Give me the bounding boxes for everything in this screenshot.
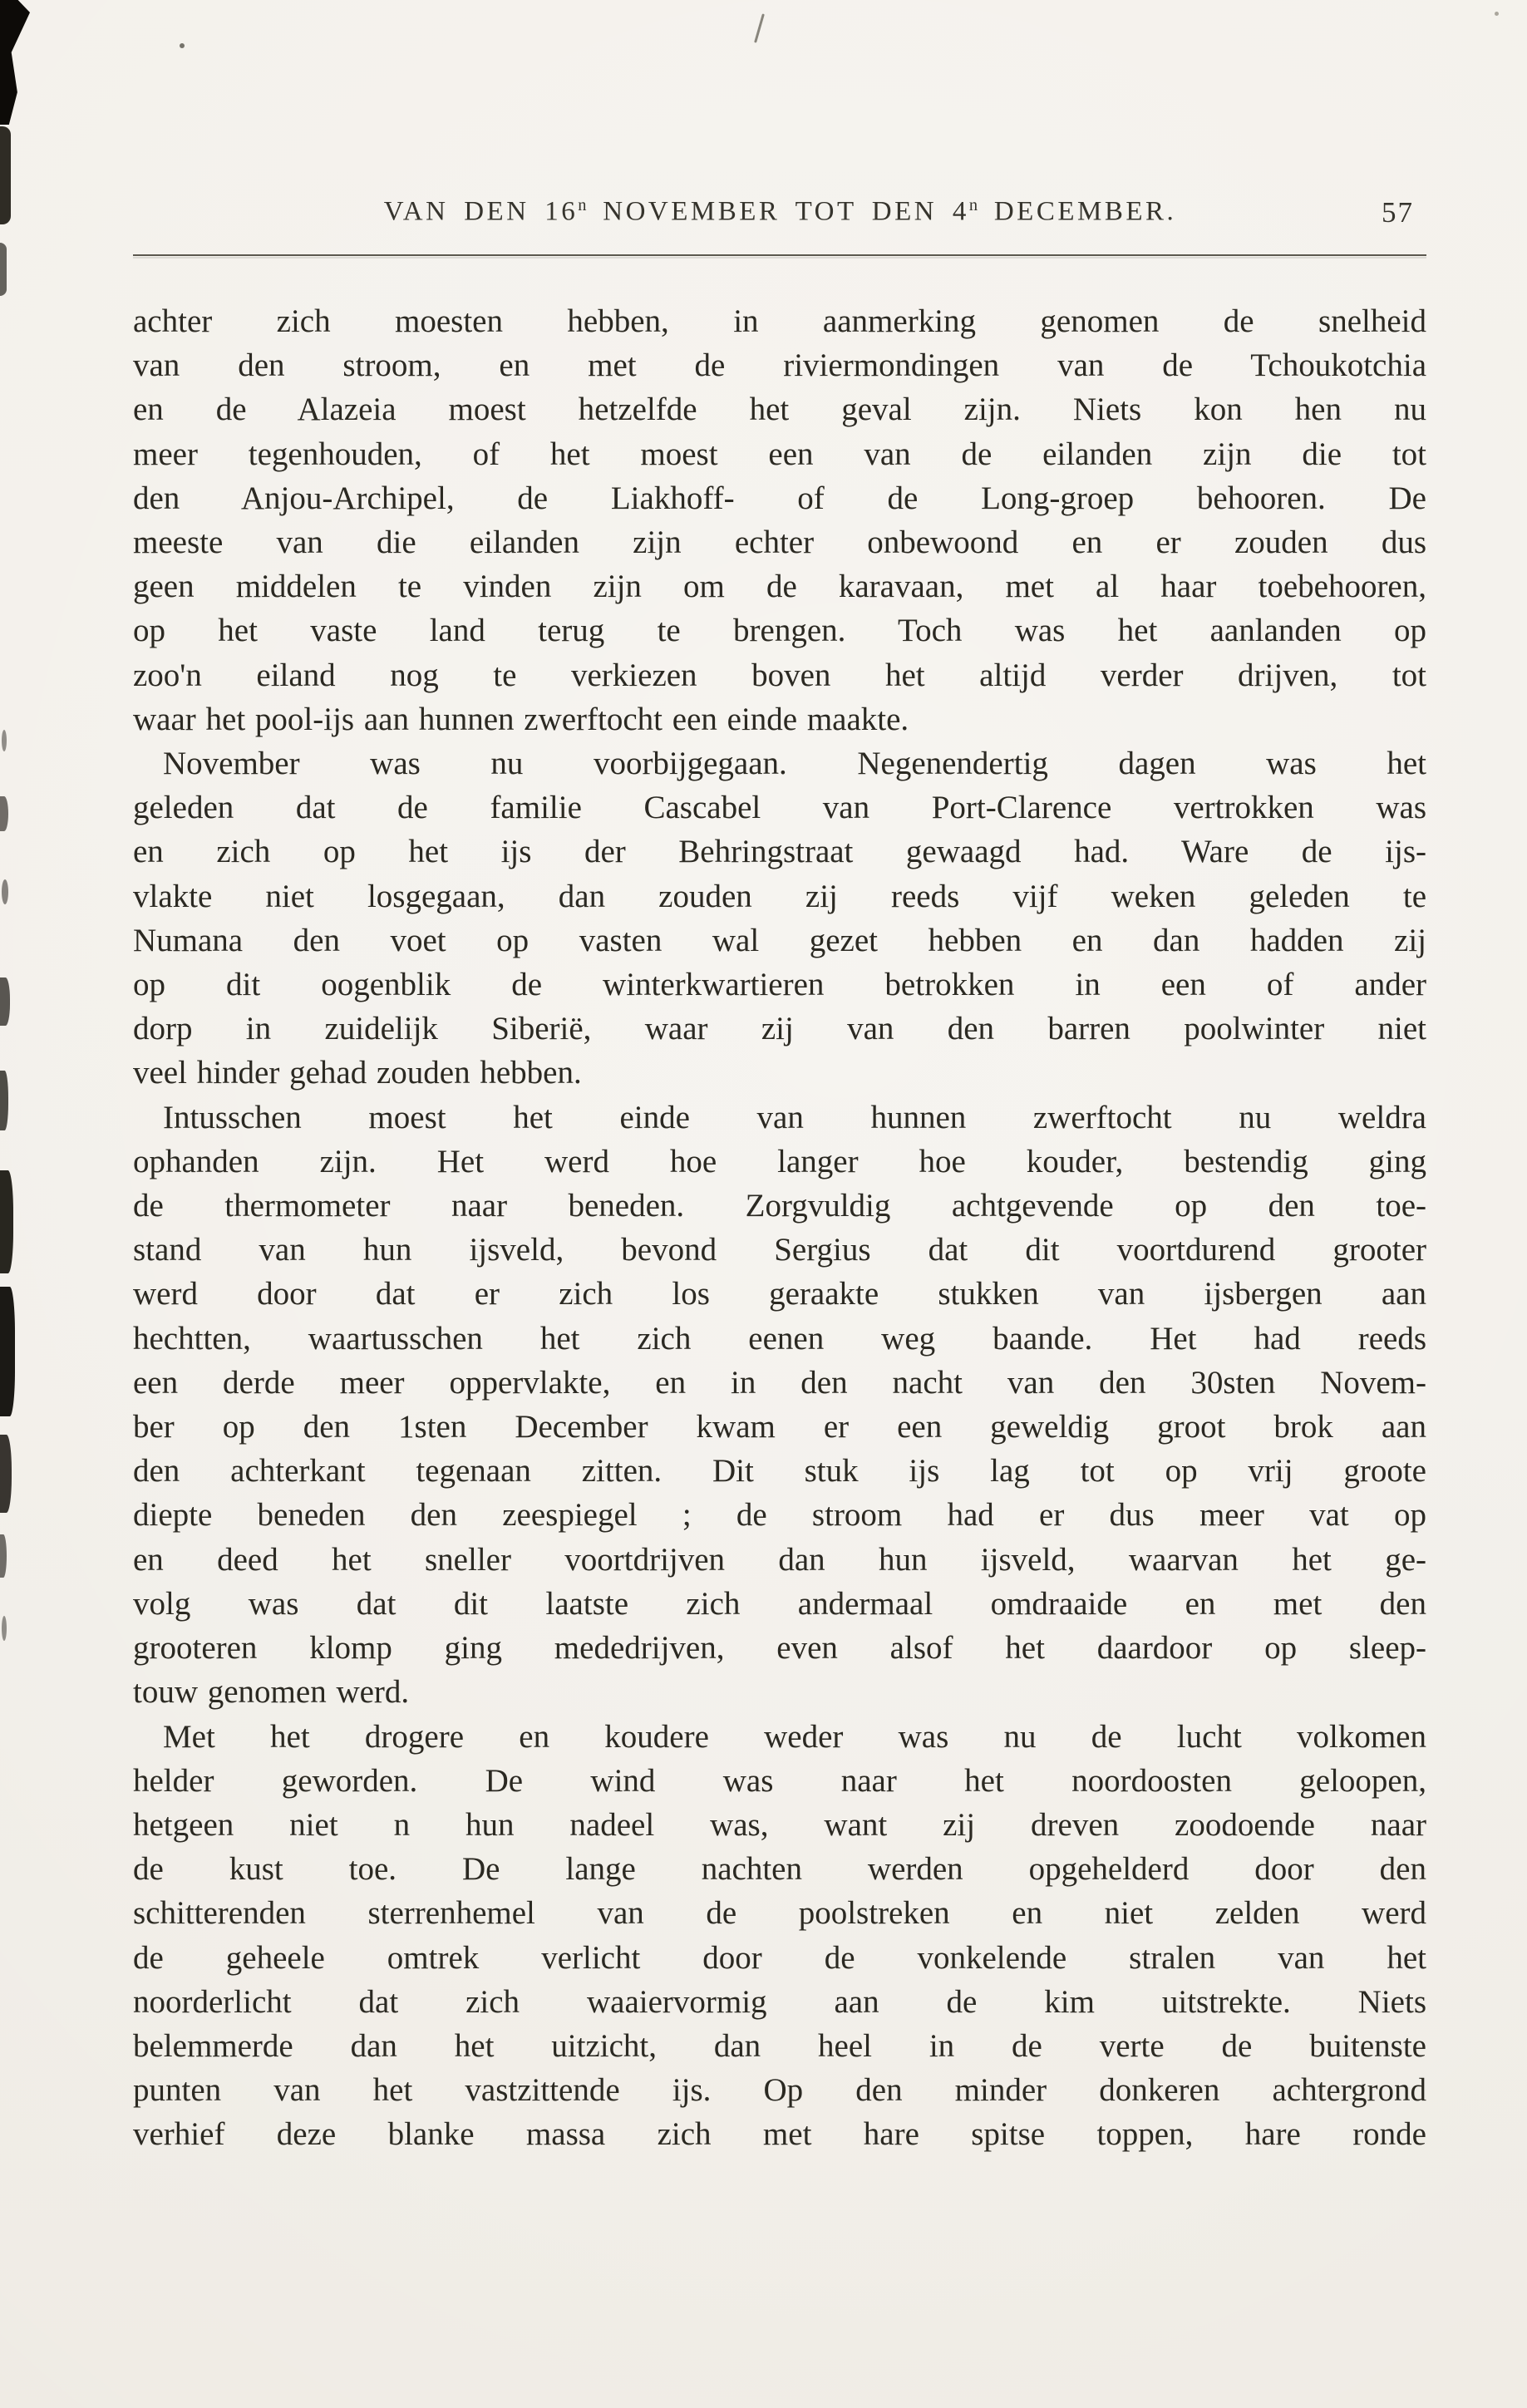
text-line: meeste van die eilanden zijn echter onbewoond en er zouden dus	[133, 524, 1426, 561]
text-line: geen middelen te vinden zijn om de karavaan, met al haar toebehooren,	[133, 569, 1426, 605]
edge-speckle-artifact	[0, 1435, 12, 1513]
text-line: Intusschen moest het einde van hunnen zwerftocht nu weldra	[163, 1099, 1426, 1135]
text-line: ber op den 1sten December kwam er een geweldig groot brok aan	[133, 1409, 1426, 1445]
header-title-text: VAN DEN 16	[383, 196, 579, 227]
text-line: vlakte niet losgegaan, dan zouden zij reeds vijf weken geleden te	[133, 878, 1426, 914]
page-header	[135, 196, 1426, 236]
edge-speckle-artifact	[0, 977, 10, 1026]
text-line: touw genomen werd.	[133, 1674, 410, 1711]
header-rule	[133, 254, 1426, 256]
text-line: verhief deze blanke massa zich met hare spitse toppen, hare ronde	[133, 2116, 1426, 2153]
edge-speckle-artifact	[2, 730, 7, 751]
text-line: de geheele omtrek verlicht door de vonkelende stralen van het	[133, 1939, 1426, 1976]
edge-speckle-artifact	[0, 796, 8, 831]
text-line: van den stroom, en met de riviermondingen van de Tchoukotchia	[133, 347, 1426, 384]
paragraph	[133, 1715, 1426, 2157]
text-line: Numana den voet op vasten wal gezet hebben en dan hadden zij	[133, 922, 1426, 958]
text-line: op het vaste land terug te brengen. Toch was het aanlanden op	[133, 613, 1426, 649]
page-body-text	[133, 299, 1426, 2157]
header-title-superscript: n	[578, 196, 588, 214]
text-line: achter zich moesten hebben, in aanmerking genomen de snelheid	[133, 303, 1426, 339]
paragraph	[133, 1096, 1426, 1715]
text-line: en de Alazeia moest hetzelfde het geval zijn. Niets kon hen nu	[133, 391, 1426, 428]
stray-mark-artifact	[1495, 12, 1499, 16]
binding-ink-artifact	[0, 126, 11, 224]
header-title-text: DECEMBER.	[978, 196, 1177, 227]
text-line: op dit oogenblik de winterkwartieren betrokken in een of ander	[133, 967, 1426, 1003]
edge-speckle-artifact	[0, 1170, 13, 1273]
stray-mark-artifact	[180, 43, 185, 48]
text-line: schitterenden sterrenhemel van de poolstreken en niet zelden werd	[133, 1895, 1426, 1932]
binding-ink-artifact	[0, 0, 30, 125]
paragraph	[133, 299, 1426, 741]
text-line: punten van het vastzittende ijs. Op den minder donkeren achtergrond	[133, 2072, 1426, 2109]
text-line: waar het pool-ijs aan hunnen zwerftocht een einde maakte.	[133, 701, 909, 737]
text-line: de thermometer naar beneden. Zorgvuldig achtgevende op den toe-	[133, 1188, 1426, 1224]
text-line: werd door dat er zich los geraakte stukken van ijsbergen aan	[133, 1276, 1426, 1312]
text-line: de kust toe. De lange nachten werden opgehelderd door den	[133, 1851, 1426, 1888]
edge-speckle-artifact	[0, 1534, 7, 1578]
text-line: een derde meer oppervlakte, en in den nacht van den 30sten Novem-	[133, 1364, 1426, 1401]
text-line: helder geworden. De wind was naar het noordoosten geloopen,	[133, 1762, 1426, 1799]
text-line: veel hinder gehad zouden hebben.	[133, 1055, 582, 1091]
text-line: en deed het sneller voortdrijven dan hun ijsveld, waarvan het ge-	[133, 1541, 1426, 1578]
text-line: noorderlicht dat zich waaiervormig aan de kim uitstrekte. Niets	[133, 1983, 1426, 2020]
edge-speckle-artifact	[0, 1287, 15, 1416]
text-line: volg was dat dit laatste zich andermaal omdraaide en met den	[133, 1585, 1426, 1622]
header-title-text: NOVEMBER TOT DEN 4	[587, 196, 969, 227]
text-line: November was nu voorbijgegaan. Negenendertig dagen was het	[163, 746, 1426, 782]
text-line: meer tegenhouden, of het moest een van de eilanden zijn die tot	[133, 436, 1426, 472]
text-line: ophanden zijn. Het werd hoe langer hoe kouder, bestendig ging	[133, 1143, 1426, 1179]
running-header-title	[135, 196, 1426, 227]
text-line: en zich op het ijs der Behringstraat gewaagd had. Ware de ijs-	[133, 834, 1426, 870]
edge-speckle-artifact	[2, 879, 8, 904]
edge-speckle-artifact	[2, 1616, 7, 1641]
text-line: zoo'n eiland nog te verkiezen boven het altijd verder drijven, tot	[133, 657, 1426, 693]
stray-mark-artifact	[754, 13, 765, 42]
text-line: den Anjou-Archipel, de Liakhoff- of de Long-groep behooren. De	[133, 480, 1426, 516]
text-line: Met het drogere en koudere weder was nu de lucht volkomen	[163, 1718, 1426, 1755]
text-line: belemmerde dan het uitzicht, dan heel in de verte de buitenste	[133, 2027, 1426, 2064]
text-line: dorp in zuidelijk Siberië, waar zij van den barren poolwinter niet	[133, 1011, 1426, 1047]
text-line: hetgeen niet n hun nadeel was, want zij dreven zoodoende naar	[133, 1806, 1426, 1843]
text-line: diepte beneden den zeespiegel ; de stroom had er dus meer vat op	[133, 1497, 1426, 1534]
text-line: geleden dat de familie Cascabel van Port-Clarence vertrokken was	[133, 790, 1426, 826]
page-number: 57	[1382, 196, 1414, 229]
paragraph	[133, 741, 1426, 1096]
text-line: hechtten, waartusschen het zich eenen weg baande. Het had reeds	[133, 1320, 1426, 1357]
text-line: den achterkant tegenaan zitten. Dit stuk ijs lag tot op vrij groote	[133, 1453, 1426, 1490]
text-line: stand van hun ijsveld, bevond Sergius dat dit voortdurend grooter	[133, 1232, 1426, 1268]
text-line: grooteren klomp ging mededrijven, even alsof het daardoor op sleep-	[133, 1630, 1426, 1667]
edge-speckle-artifact	[0, 1071, 8, 1130]
header-title-superscript: n	[968, 196, 979, 214]
binding-ink-artifact	[0, 243, 7, 296]
